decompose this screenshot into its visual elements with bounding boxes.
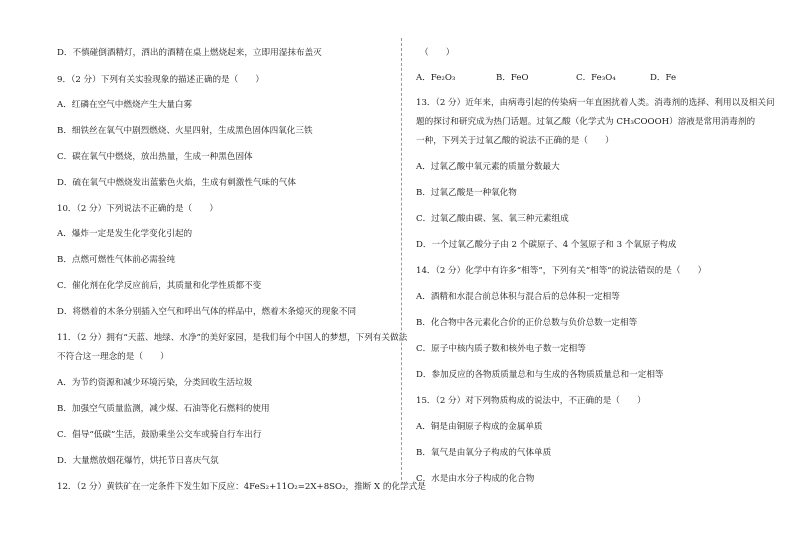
q13-choice-b: B．过氧乙酸是一种氧化物 <box>416 188 517 198</box>
q10-choice-c: C．催化剂在化学反应前后，其质量和化学性质都不变 <box>57 281 262 291</box>
q12-choice-b: B．FeO <box>496 73 529 83</box>
q14-choice-c: C．原子中核内质子数和核外电子数一定相等 <box>416 344 586 354</box>
q13-choice-d: D．一个过氧乙酸分子由 2 个碳原子、4 个氢原子和 3 个氧原子构成 <box>416 240 677 250</box>
q15-choice-b: B．氧气是由氧分子构成的气体单质 <box>416 448 552 458</box>
q10-choice-b: B．点燃可燃性气体前必需验纯 <box>57 255 176 265</box>
q13-stem-line-3: 一种，下列关于过氧乙酸的说法不正确的是（ ） <box>416 136 614 146</box>
q8-choice-d: D．不慎碰倒酒精灯，洒出的酒精在桌上燃烧起来，立即用湿抹布盖灭 <box>57 48 322 58</box>
q14-choice-b: B．化合物中各元素化合价的正价总数与负价总数一定相等 <box>416 318 638 328</box>
q15-choice-a: A．铜是由铜原子构成的金属单质 <box>416 422 543 432</box>
q9-choice-a: A．红磷在空气中燃烧产生大量白雾 <box>57 100 193 110</box>
q12-answer-bracket: （ ） <box>420 48 455 58</box>
q11-stem-line-1: 11．（2 分）拥有“天蓝、地绿、水净”的美好家园，是我们每个中国人的梦想，下列有关做法 <box>57 333 408 343</box>
q9-choice-b: B．细铁丝在氧气中剧烈燃烧、火星四射，生成黑色固体四氧化三铁 <box>57 126 313 136</box>
q11-choice-d: D．大量燃放烟花爆竹，烘托节日喜庆气氛 <box>57 456 219 466</box>
q10-stem: 10．（2 分）下列说法不正确的是（ ） <box>57 204 218 214</box>
q15-stem: 15．（2 分）对下列物质构成的说法中，不正确的是（ ） <box>416 396 646 406</box>
q11-choice-a: A．为节约资源和减少环境污染，分类回收生活垃圾 <box>57 378 253 388</box>
q12-choice-a: A．Fe₂O₃ <box>416 73 456 83</box>
column-divider <box>401 38 402 490</box>
q9-stem: 9．（2 分）下列有关实验现象的描述正确的是（ ） <box>57 75 265 85</box>
q13-choice-c: C．过氧乙酸由碳、氢、氧三种元素组成 <box>416 214 569 224</box>
q13-choice-a: A．过氧乙酸中氧元素的质量分数最大 <box>416 162 560 172</box>
q10-choice-a: A．爆炸一定是发生化学变化引起的 <box>57 229 193 239</box>
q12-choice-d: D．Fe <box>650 73 677 83</box>
q11-choice-b: B．加强空气质量监测，减少煤、石油等化石燃料的使用 <box>57 404 270 414</box>
q10-choice-d: D．将燃着的木条分别插入空气和呼出气体的样品中，燃着木条熄灭的现象不同 <box>57 307 357 317</box>
q12-choice-c: C．Fe₃O₄ <box>576 73 616 83</box>
q12-stem: 12．（2 分）黄铁矿在一定条件下发生如下反应：4FeS₂+11O₂=2X+8SO₂，推断 X 的化学式是 <box>57 482 426 492</box>
q11-choice-c: C．倡导“低碳”生活，鼓励乘坐公交车或骑自行车出行 <box>57 430 262 440</box>
q9-choice-d: D．硫在氧气中燃烧发出蓝紫色火焰，生成有刺激性气味的气体 <box>57 178 296 188</box>
q14-choice-d: D．参加反应的各物质质量总和与生成的各物质质量总和一定相等 <box>416 370 664 380</box>
q11-stem-line-2: 不符合这一理念的是（ ） <box>57 352 169 362</box>
q14-choice-a: A．酒精和水混合前总体积与混合后的总体积一定相等 <box>416 292 620 302</box>
q13-stem-line-2: 题的探讨和研究成为热门话题。过氧乙酸（化学式为 CH₃COOOH）溶液是常用消毒剂的 <box>416 117 756 127</box>
q9-choice-c: C．碳在氧气中燃烧，放出热量，生成一种黑色固体 <box>57 152 253 162</box>
q13-stem-line-1: 13．（2 分）近年来，由病毒引起的传染病一年直困扰着人类。消毒剂的选择、利用以及相关问 <box>416 98 775 108</box>
q14-stem: 14．（2 分）化学中有许多“相等”，下列有关“相等”的说法错误的是（ ） <box>416 266 707 276</box>
q15-choice-c: C．水是由水分子构成的化合物 <box>416 474 535 484</box>
